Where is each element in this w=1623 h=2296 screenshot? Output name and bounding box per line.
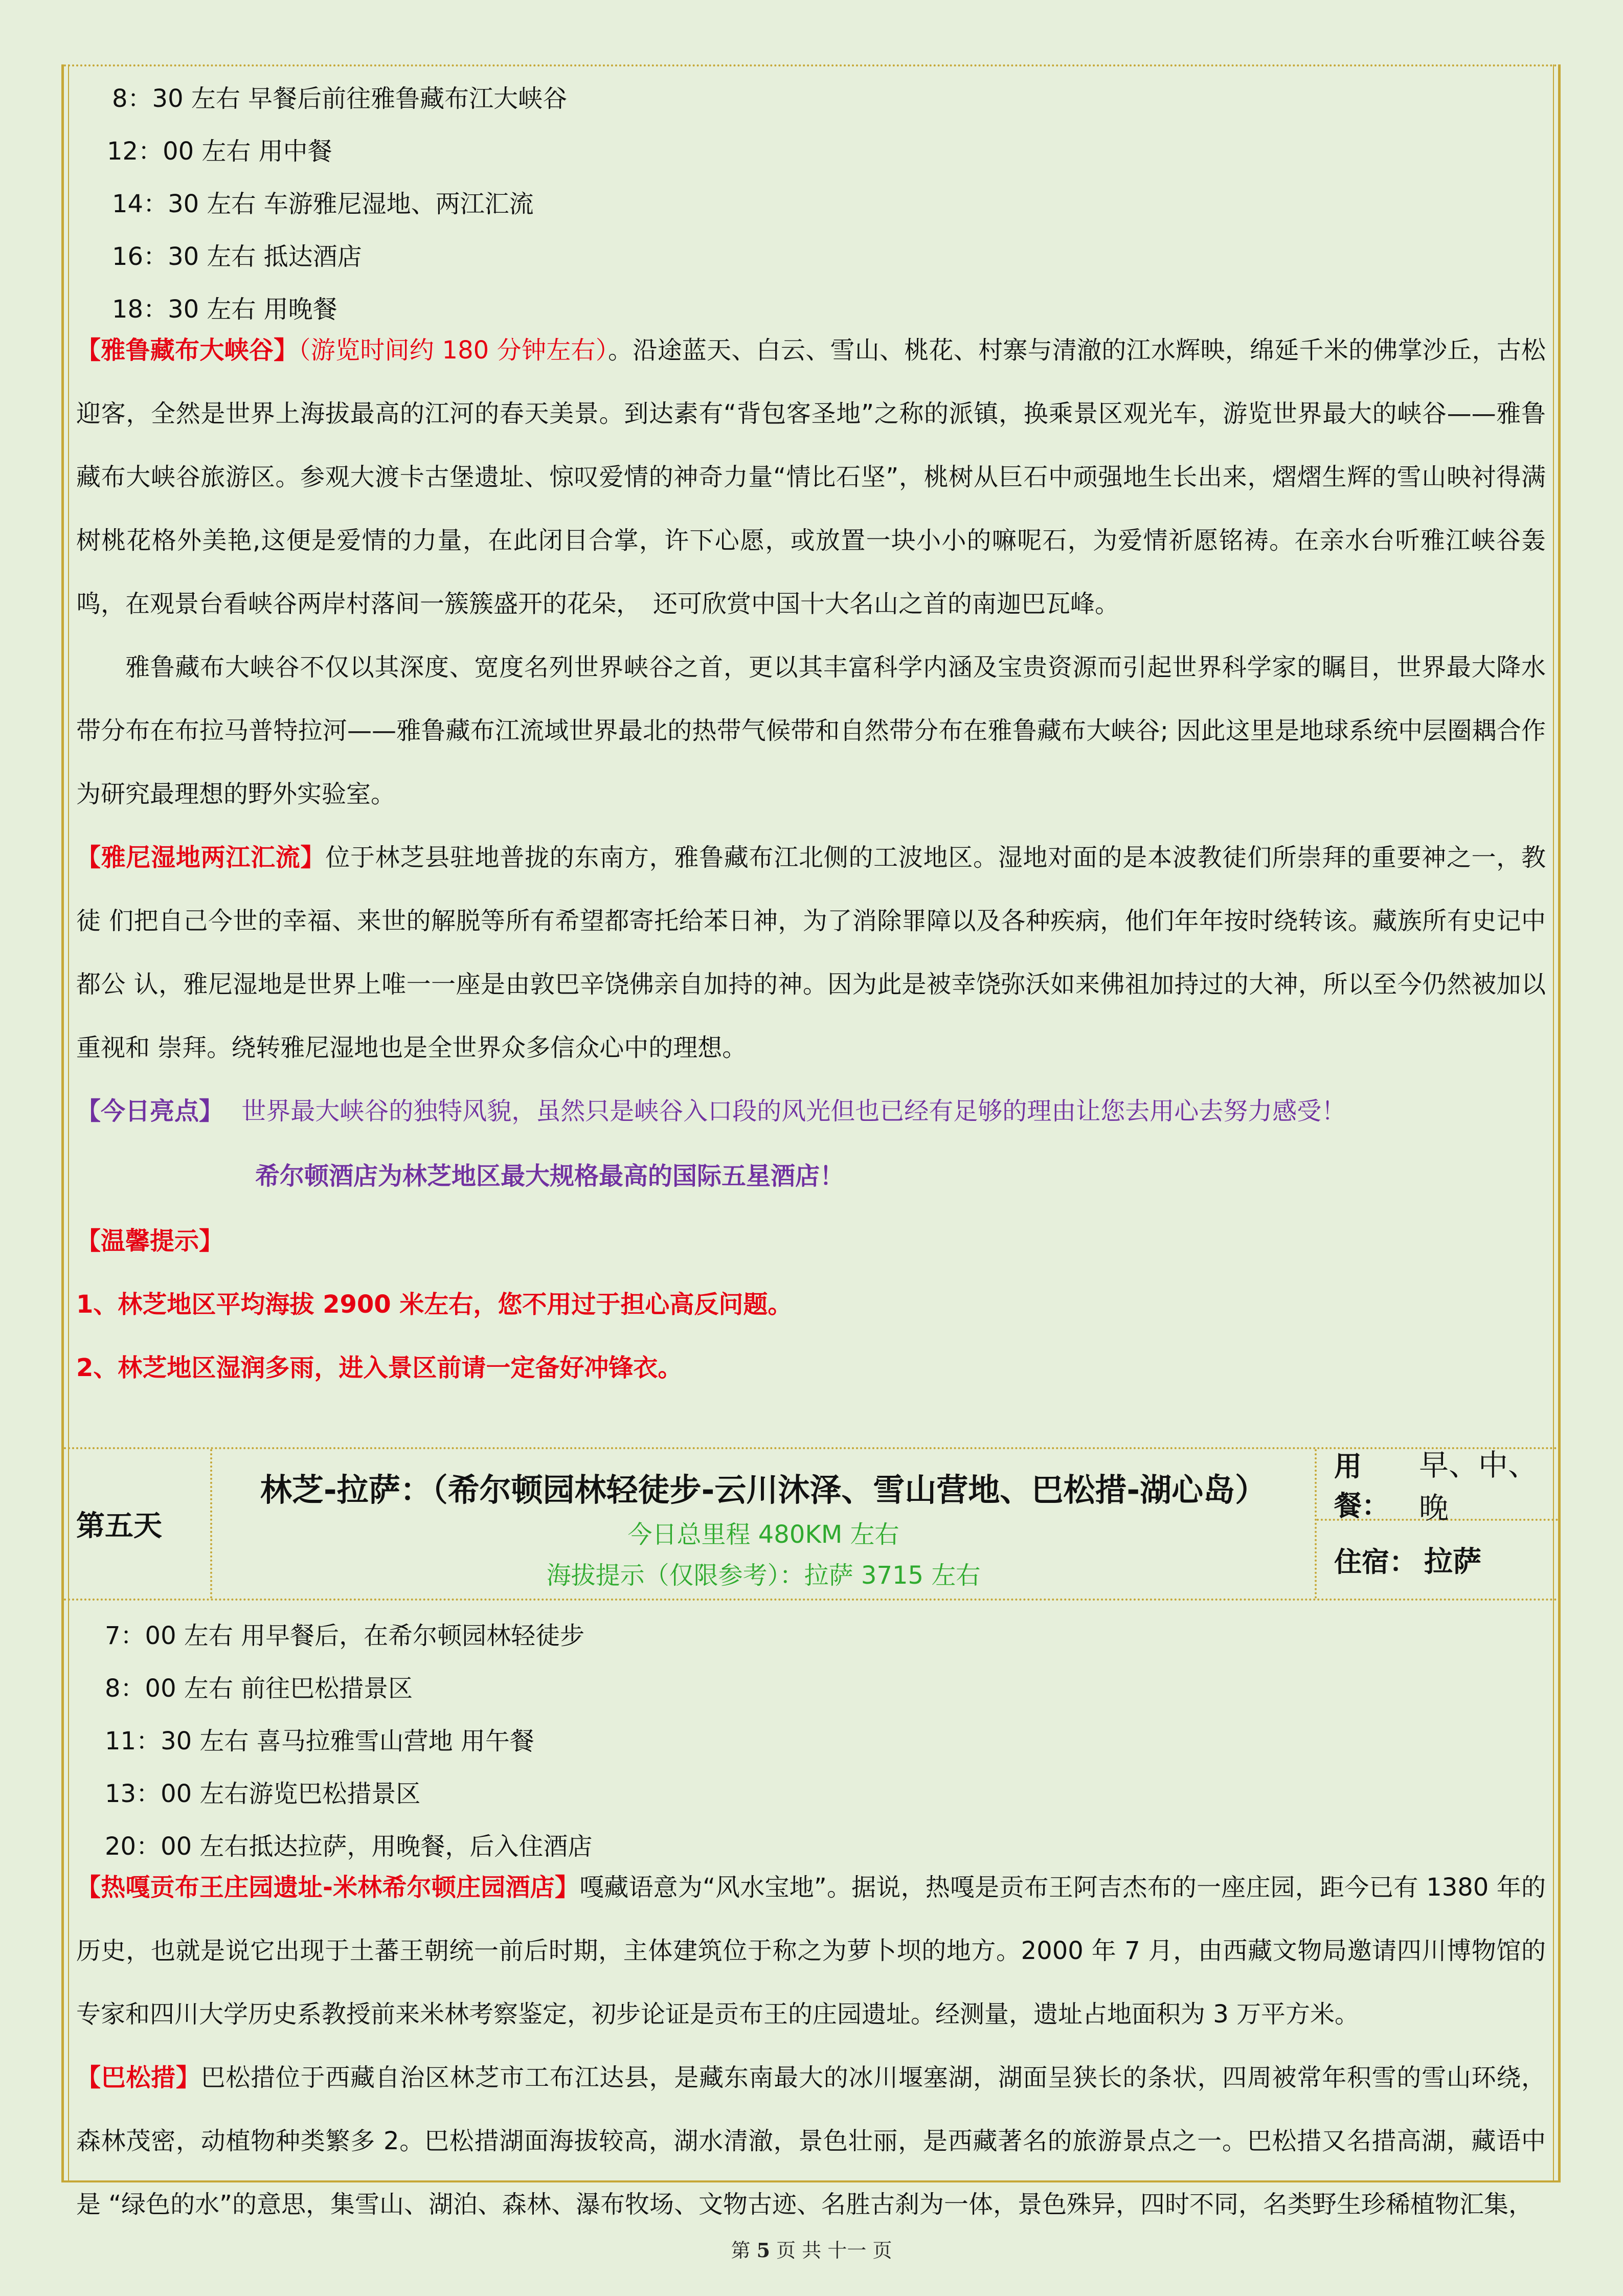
route-title: 林芝-拉萨：（希尔顿园林轻徒步-云川沐泽、雪山营地、巴松措-湖心岛） <box>260 1471 1267 1509</box>
stay-value: 拉萨 <box>1424 1545 1481 1579</box>
tips-label-line <box>76 1209 1546 1273</box>
basongcuo-title: 【巴松措】 <box>76 2063 201 2092</box>
day-label: 第五天 <box>64 1449 212 1599</box>
tips-label: 【温馨提示】 <box>76 1227 224 1255</box>
route-cell <box>212 1449 1317 1599</box>
day5-schedule <box>76 1610 1546 1873</box>
regong-title: 【热嘎贡布王庄园遗址-米林希尔顿庄园酒店】 <box>76 1873 580 1902</box>
highlight-label: 【今日亮点】 <box>76 1097 224 1126</box>
basongcuo-paragraph <box>76 2046 1546 2236</box>
schedule-item: 11：30 左右 喜马拉雅雪山营地 用午餐 <box>105 1727 534 1755</box>
day5-content <box>76 1604 1546 2236</box>
meal-label: 用餐： <box>1334 1450 1389 1522</box>
stay-cell <box>1317 1521 1558 1599</box>
footer-total: 十一 <box>827 2239 867 2262</box>
schedule-item: 8：30 左右 早餐后前往雅鲁藏布江大峡谷 <box>112 84 568 113</box>
tip-item: 2、林芝地区湿润多雨，进入景区前请一定备好冲锋衣。 <box>76 1354 683 1382</box>
day4-schedule <box>76 73 1546 336</box>
footer-prefix: 第 <box>731 2239 751 2262</box>
stay-label: 住宿： <box>1334 1545 1417 1578</box>
footer-suffix: 页 <box>872 2239 892 2262</box>
regong-text: 嘎藏语意为“风水宝地”。据说，热嘎是贡布王阿吉杰布的一座庄园，距今已有 1380 年的历史，也就是说它出现于土蕃王朝统一前后时期，主体建筑位于称之为萝卜坝的地方。2000 年 7 月，由西藏文物局邀请四川博物馆的专家和四川大学历史系教授前来米林考察鉴定，初步论证是贡布王的庄园遗址。经测量，遗址占地面积为 3 万平方米。 <box>76 1873 1546 2029</box>
highlight-hotel: 希尔顿酒店为林芝地区最大规格最高的国际五星酒店！ <box>255 1162 845 1190</box>
schedule-item: 16：30 左右 抵达酒店 <box>112 242 362 271</box>
schedule-item: 8：00 左右 前往巴松措景区 <box>105 1674 413 1703</box>
page-footer <box>0 2235 1623 2263</box>
highlight-text: 世界最大峡谷的独特风貌，虽然只是峡谷入口段的风光但也已经有足够的理由让您去用心去努力感受！ <box>241 1097 1346 1126</box>
page-frame <box>61 64 1561 2219</box>
day5-header <box>64 1447 1558 1601</box>
yarlung-title: 【雅鲁藏布大峡谷】 <box>76 336 299 365</box>
schedule-item: 18：30 左右 用晚餐 <box>112 295 337 324</box>
footer-page-number: 5 <box>756 2239 771 2262</box>
yarlung-paragraph <box>76 319 1546 636</box>
schedule-item: 20：00 左右抵达拉萨，用晚餐，后入住酒店 <box>105 1832 593 1861</box>
day4-content <box>76 64 1546 1400</box>
schedule-item: 14：30 左右 车游雅尼湿地、两江汇流 <box>112 190 534 218</box>
altitude-text: 海拔提示（仅限参考）：拉萨 3715 左右 <box>546 1561 981 1590</box>
schedule-item: 13：00 左右游览巴松措景区 <box>105 1780 421 1808</box>
yarlung-paragraph-2: 雅鲁藏布大峡谷不仅以其深度、宽度名列世界峡谷之首，更以其丰富科学内涵及宝贵资源而引起世界科学家的瞩目，世界最大降水带分布在布拉马普特拉河——雅鲁藏布江流域世界最北的热带气候带和自然带分布在雅鲁藏布大峡谷; 因此这里是地球系统中层圈耦合作为研究最理想的野外实验室。 <box>76 653 1546 808</box>
tip-item: 1、林芝地区平均海拔 2900 米左右，您不用过于担心高反问题。 <box>76 1290 793 1319</box>
schedule-item: 12：00 左右 用中餐 <box>107 137 332 166</box>
meal-value: 早、中、晚 <box>1418 1448 1538 1525</box>
highlight-line <box>76 1079 1546 1143</box>
footer-middle: 页 共 <box>776 2239 822 2262</box>
mileage-text: 今日总里程 480KM 左右 <box>627 1520 899 1549</box>
yarlung-duration: （游览时间约 180 分钟左右） <box>298 336 608 365</box>
schedule-item: 7：00 左右 用早餐后，在希尔顿园林轻徒步 <box>105 1622 585 1650</box>
highlight-hotel-line <box>76 1143 1546 1209</box>
yarlung-text: 。沿途蓝天、白云、雪山、桃花、村寨与清澈的江水辉映，绵延千米的佛掌沙丘，古松迎客，全然是世界上海拔最高的江河的春天美景。到达素有“背包客圣地”之称的派镇，换乘景区观光车，游览世界最大的峡谷——雅鲁藏布大峡谷旅游区。参观大渡卡古堡遗址、惊叹爱情的神奇力量“情比石坚”，桃树从巨石中顽强地生长出来，熠熠生辉的雪山映衬得满树桃花格外美艳,这便是爱情的力量，在此闭目合掌，许下心愿，或放置一块小小的嘛呢石，为爱情祈愿铭祷。在亲水台听雅江峡谷轰鸣，在观景台看峡谷两岸村落间一簇簇盛开的花朵， 还可欣赏中国十大名山之首的南迦巴瓦峰。 <box>76 336 1546 618</box>
yani-title: 【雅尼湿地两江汇流】 <box>76 843 326 872</box>
yani-text: 位于林芝县驻地普拢的东南方，雅鲁藏布江北侧的工波地区。湿地对面的是本波教徒们所崇拜的重要神之一，教徒 们把自己今世的幸福、来世的解脱等所有希望都寄托给苯日神，为了消除罪障以及各种疾病，他们年年按时绕转该。藏族所有史记中都公 认，雅尼湿地是世界上唯一一座是由敦巴辛饶佛亲自加持的神。因为此是被幸饶弥沃如来佛祖加持过的大神，所以至今仍然被加以重视和 崇拜。绕转雅尼湿地也是全世界众多信众心中的理想。 <box>76 843 1546 1062</box>
basongcuo-text: 巴松措位于西藏自治区林芝市工布江达县，是藏东南最大的冰川堰塞湖，湖面呈狭长的条状，四周被常年积雪的雪山环绕，森林茂密，动植物种类繁多 2。巴松措湖面海拔较高，湖水清澈，景色壮丽，是西藏著名的旅游景点之一。巴松措又名措高湖，藏语中是 “绿色的水”的意思，集雪山、湖泊、森林、瀑布牧场、文物古迹、名胜古刹为一体，景色殊异，四时不同，名类野生珍稀植物汇集， <box>76 2063 1546 2219</box>
yani-paragraph <box>76 826 1546 1079</box>
meal-cell <box>1317 1448 1558 1525</box>
regong-paragraph <box>76 1856 1546 2046</box>
